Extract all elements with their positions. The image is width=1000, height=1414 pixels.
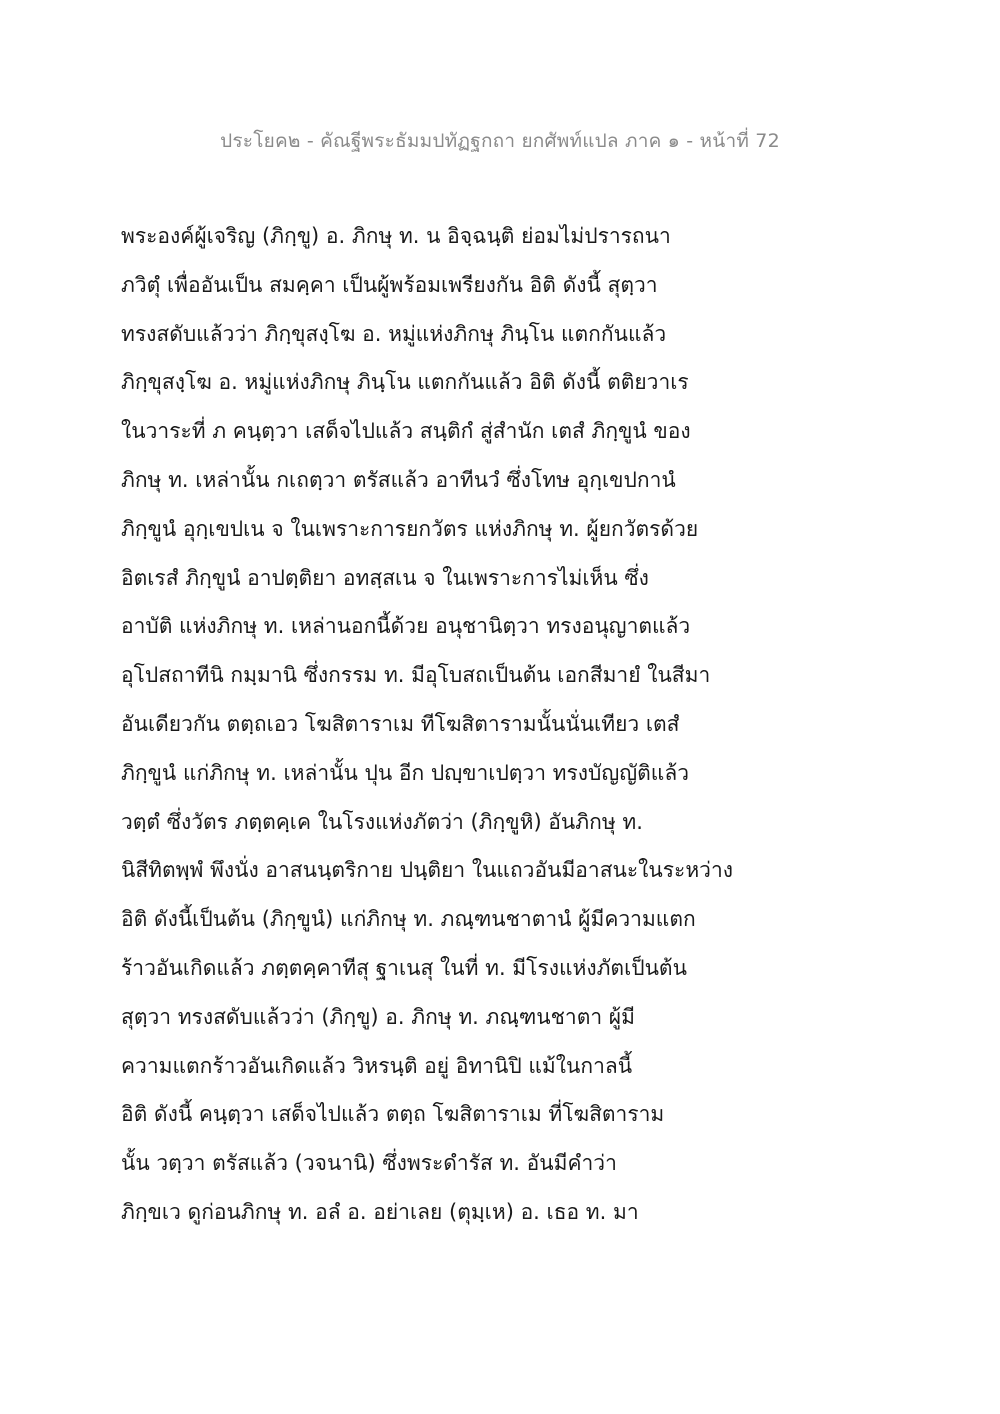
- text-line: ร้าวอันเกิดแล้ว ภตฺตคฺคาทีสุ ฐาเนสุ ในที่ ท. มีโรงแห่งภัตเป็นต้น: [121, 955, 687, 980]
- text-line: ทรงสดับแล้วว่า ภิกฺขุสงฺโฆ อ. หมู่แห่งภิกษุ ภินฺโน แตกกันแล้ว: [121, 321, 667, 346]
- text-line: อาบัติ แห่งภิกษุ ท. เหล่านอกนี้ด้วย อนุชานิตฺวา ทรงอนุญาตแล้ว: [121, 614, 691, 639]
- text-line: อิตเรสํ ภิกฺขูนํ อาปตฺติยา อทสฺสเน จ ในเพราะการไม่เห็น ซึ่ง: [121, 565, 649, 590]
- text-line: อุโปสถาทีนิ กมฺมานิ ซึ่งกรรม ท. มีอุโบสถเป็นต้น เอกสีมายํ ในสีมา: [121, 663, 711, 688]
- text-line: อิติ ดังนี้เป็นต้น (ภิกฺขูนํ) แก่ภิกษุ ท. ภณฺฑนชาตานํ ผู้มีความแตก: [121, 907, 696, 932]
- text-line: อิติ ดังนี้ คนฺตฺวา เสด็จไปแล้ว ตตฺถ โฆสิตาราเม ที่โฆสิตาราม: [121, 1102, 665, 1127]
- text-line: วตฺตํ ซึ่งวัตร ภตฺตคฺเค ในโรงแห่งภัตว่า (ภิกฺขูหิ) อันภิกษุ ท.: [121, 809, 643, 834]
- text-line: นั้น วตฺวา ตรัสแล้ว (วจนานิ) ซึ่งพระดำรัส ท. อันมีคำว่า: [121, 1151, 617, 1176]
- text-line: อันเดียวกัน ตตฺถเอว โฆสิตาราเม ทีโฆสิตารามนั้นนั่นเทียว เตสํ: [121, 711, 680, 736]
- text-line: ภิกฺขูนํ อุกฺเขปเน จ ในเพราะการยกวัตร แห่งภิกษุ ท. ผู้ยกวัตรด้วย: [121, 516, 699, 541]
- text-line: สุตฺวา ทรงสดับแล้วว่า (ภิกฺขู) อ. ภิกษุ ท. ภณฺฑนชาตา ผู้มี: [121, 1004, 635, 1029]
- text-line: ภวิตุํ เพื่ออันเป็น สมคฺคา เป็นผู้พร้อมเพรียงกัน อิติ ดังนี้ สุตฺวา: [121, 272, 658, 297]
- text-line: ความแตกร้าวอันเกิดแล้ว วิหรนฺติ อยู่ อิทานิปิ แม้ในกาลนี้: [121, 1053, 633, 1078]
- running-header: ประโยค๒ - คัณฐีพระธัมมปทัฏฐกถา ยกศัพท์แปล ภาค ๑ - หน้าที่ 72: [220, 130, 780, 152]
- text-line: ในวาระที่ ภ คนฺตฺวา เสด็จไปแล้ว สนฺติกํ สู่สำนัก เตสํ ภิกฺขูนํ ของ: [121, 419, 691, 444]
- text-line: ภิกษุ ท. เหล่านั้น กเถตฺวา ตรัสแล้ว อาทีนวํ ซึ่งโทษ อุกฺเขปกานํ: [121, 467, 676, 492]
- text-line: นิสีทิตพฺพํ พึงนั่ง อาสนนฺตริกาย ปนฺติยา ในแถวอันมีอาสนะในระหว่าง: [121, 858, 733, 883]
- text-line: พระองค์ผู้เจริญ (ภิกฺขู) อ. ภิกษุ ท. น อิจฺฉนฺติ ย่อมไม่ปรารถนา: [121, 224, 671, 248]
- text-line: ภิกฺขูนํ แก่ภิกษุ ท. เหล่านั้น ปุน อีก ปญฺขาเปตฺวา ทรงบัญญัติแล้ว: [121, 760, 689, 785]
- text-line: ภิกฺขเว ดูก่อนภิกษุ ท. อลํ อ. อย่าเลย (ตุมฺเห) อ. เธอ ท. มา: [121, 1199, 639, 1224]
- body-text: [121, 212, 921, 1237]
- text-line: ภิกฺขุสงฺโฆ อ. หมู่แห่งภิกษุ ภินฺโน แตกกันแล้ว อิติ ดังนี้ ตติยวาเร: [121, 370, 689, 395]
